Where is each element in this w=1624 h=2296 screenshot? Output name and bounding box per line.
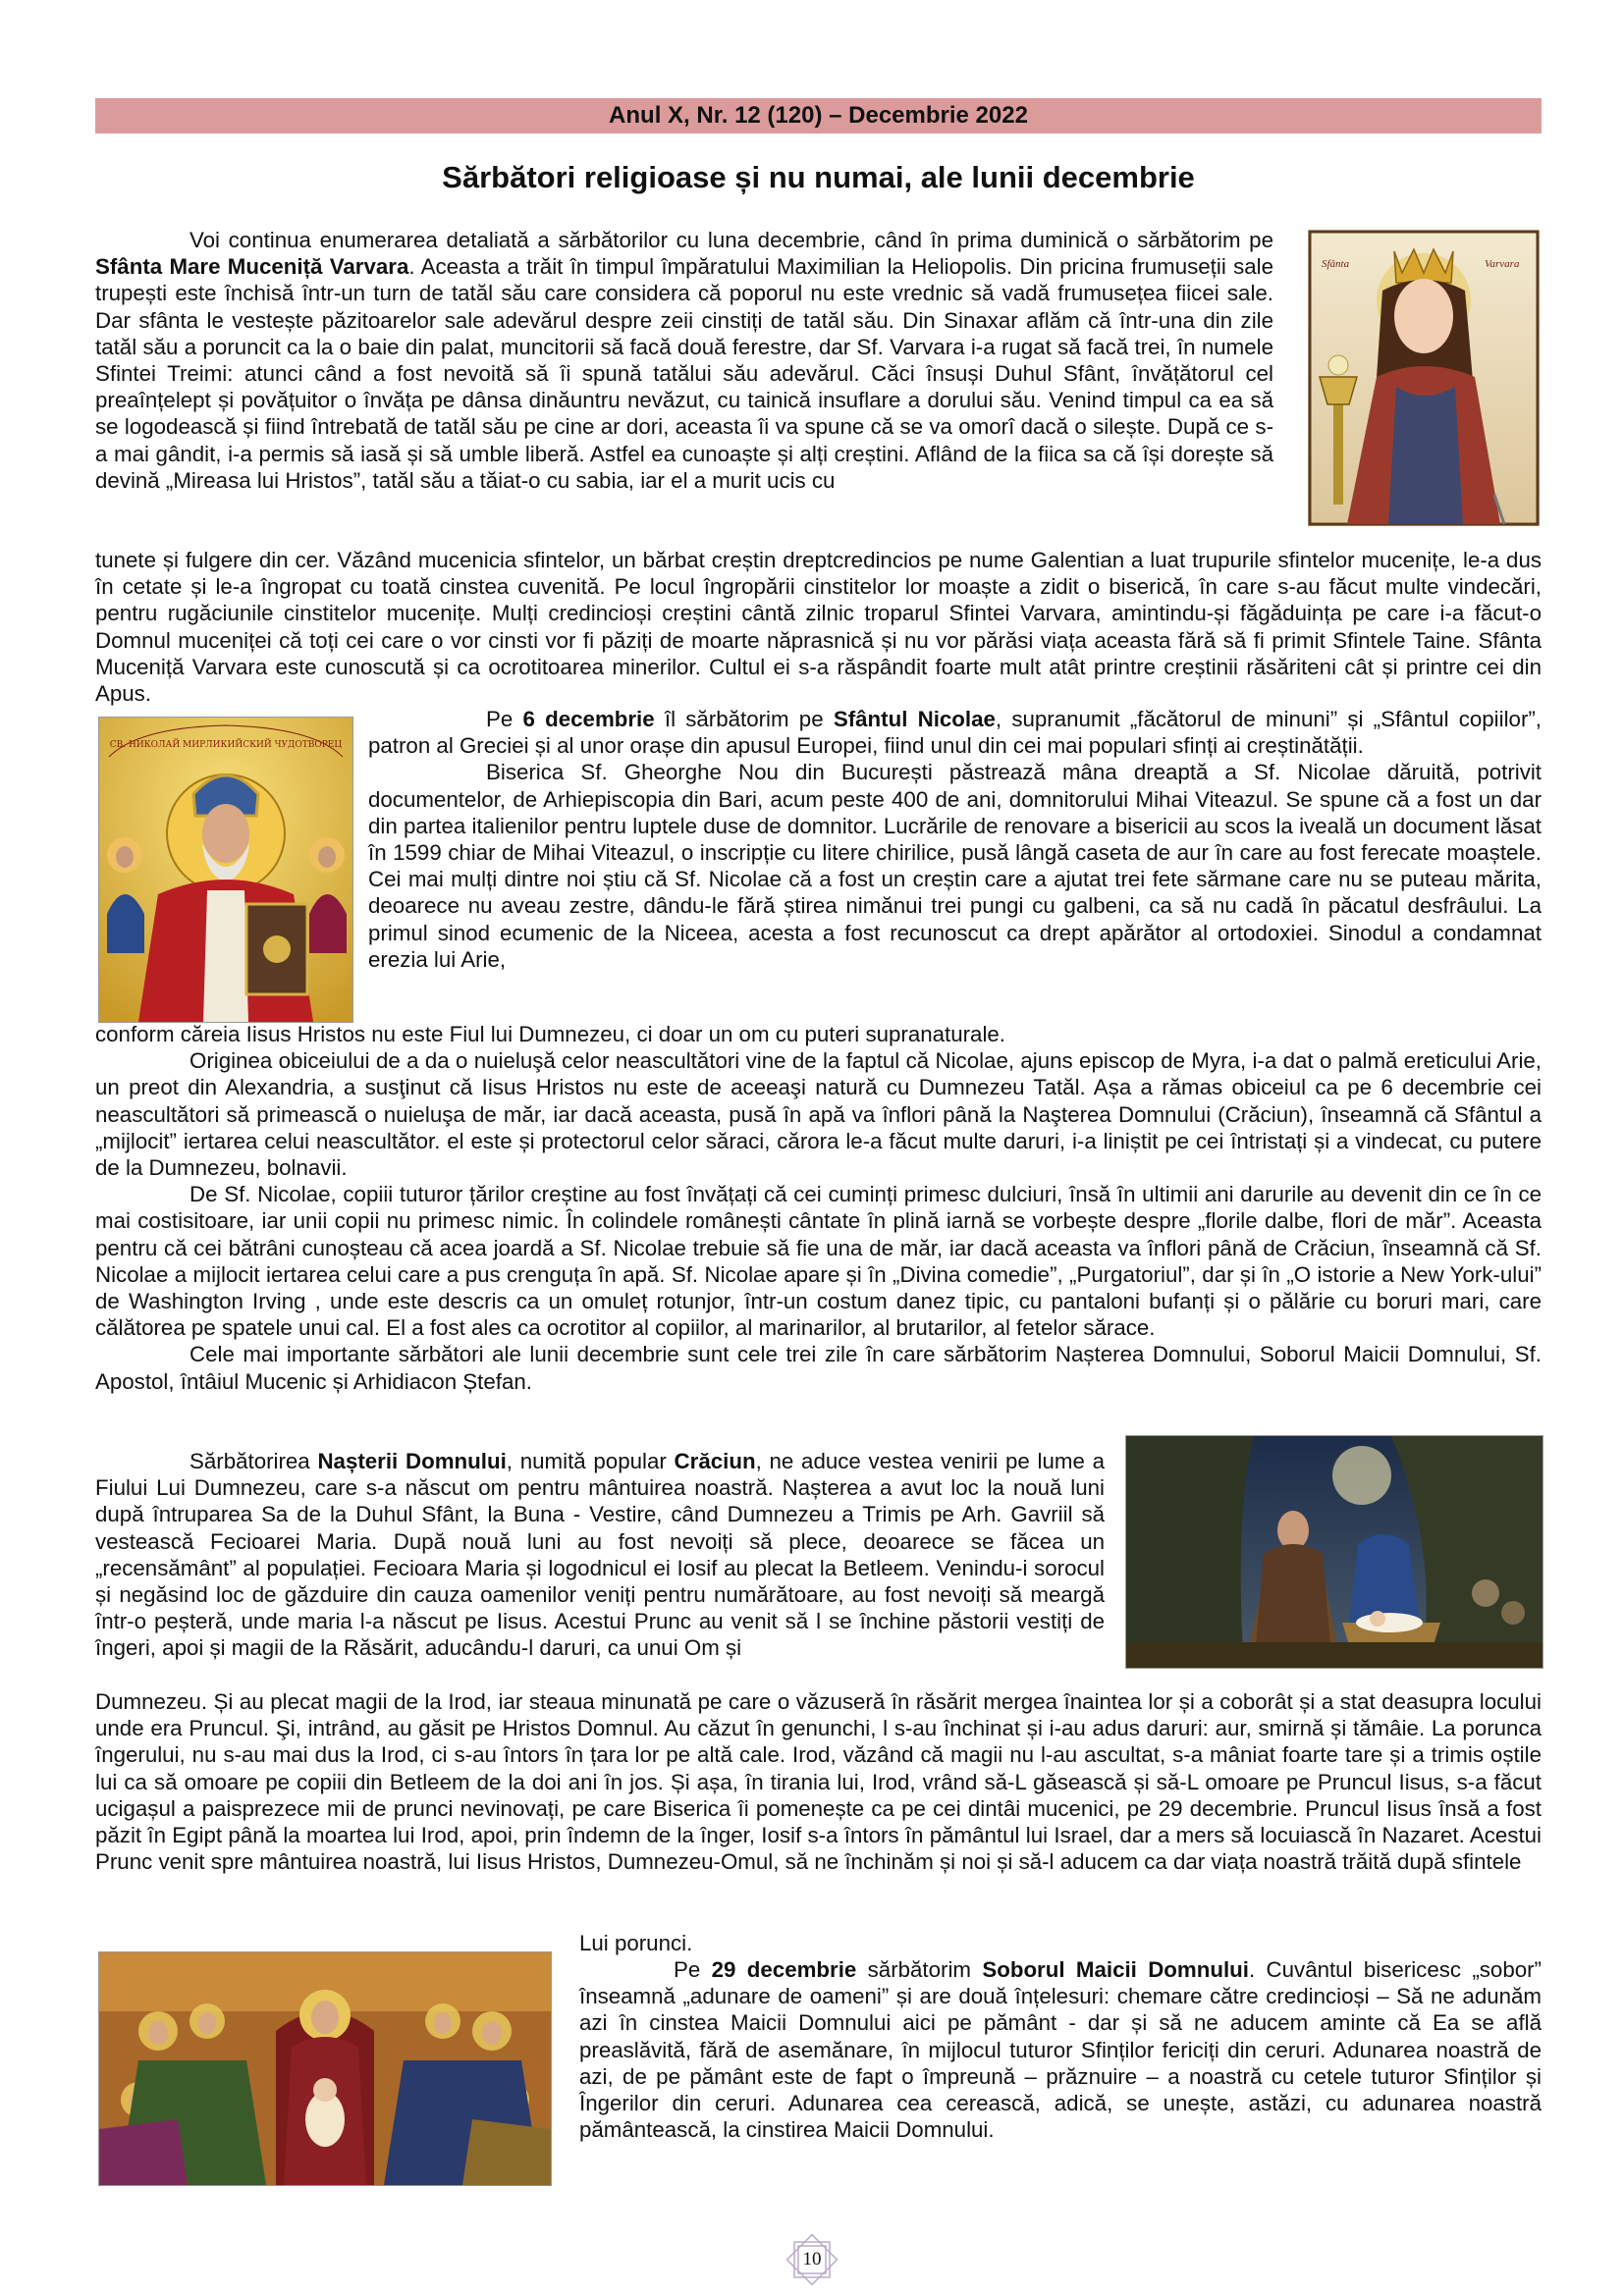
nativity-painting-image [1125, 1435, 1543, 1669]
saint-nicholas-icon-image [98, 717, 353, 1023]
page-number-badge [773, 2228, 851, 2291]
synaxis-date: 29 decembrie [711, 1957, 857, 1982]
varvara-caption-right: Varvara [1485, 258, 1520, 270]
nicholas-date: 6 decembrie [522, 707, 655, 731]
varvara-paragraph: Voi continua enumerarea detaliată a sărbătorilor cu luna decembrie, când în prima duminică o sărbătorim pe Sfânta Mare Muceniță Varvara. Aceasta a trăit în timpul împăratului Maximilian la Heliopolis. Din pricina frumuseții sale trupești este închisă într-un turn de tatăl său care considera că poporul nu este vrednic să vadă frumusețea fiicei sale. Dar sfânta le vestește păzitoarelor sale adevărul despre zeii cinstiți de tatăl său. Din Sinaxar aflăm că într-una din zile tatăl său a poruncit ca la o baie din palat, muncitorii să facă două ferestre, dar Sf. Varvara i-a rugat să facă trei, în numele Sfintei Treimi: atunci când a fost nevoită să îi spună tatălui său adevărul. Căci însuși Duhul Sfânt, învățătorul cel preaînțelept și povățuitor o învăța pe dânsa dinăuntru nevăzut, cu tainică insuflare a dorului său. Venind timpul ca ea să se logodească și fiind întrebată de tatăl său pe cine ar dori, aceasta îi va spune că se va omorî dacă o silește. După ce s-a mai gândit, i-a permis să iasă și să umble liberă. Astfel ea cunoaște și alți creștini. Aflând de la fiica sa că își dorește să devină „Mireasa lui Hristos”, tatăl său a tăiat-o cu sabia, iar el a murit ucis cu [95, 228, 1273, 493]
varvara-caption-left: Sfânta [1322, 258, 1350, 270]
varvara-paragraph-continued: tunete și fulgere din cer. Văzând mucenicia sfintelor, un bărbat creștin dreptcredincios pe nume Galentian a luat trupurile sfintelor mucenițe, le-a dus în cetate și le-a îngropat cu toată cinstea cuvenită. Pe locul îngropării cinstitelor lor moaște a zidit o biserică, în care s-au făcut multe vindecări, pentru rugăciunile cinstitelor mucenițe. Mulți credincioși creștini cântă zilnic troparul Sfintei Varvara, amintindu-și făgăduința pe care i-a făcut-o Domnul muceniței că toți cei care o vor cinsti vor fi păziți de moarte năprasnică și nu vor părăsi viața aceasta fără să fi primit Sfintele Taine. Sfânta Muceniță Varvara este cunoscută și ca ocrotitoarea minerilor. Cultul ei s-a răspândit foarte mult atât printre creștinii răsăriteni cât și printre cei din Apus. [95, 548, 1542, 707]
nicholas-name: Sfântul Nicolae [833, 707, 996, 731]
nativity-paragraph: Sărbătorirea Nașterii Domnului, numită popular Crăciun, ne aduce vestea venirii pe lume a Fiului Lui Dumnezeu, care s-a născut om pentru mântuirea noastră. Nașterea a avut loc la nouă luni după întruparea Sa de la Duhul Sfânt, la Buna - Vestire, când Dumnezeu a Trimis pe Arh. Gavriil să vestească Fecioarei Maria. După nouă luni au fost nevoiți să plece, deoarece se făcea un „recensământ” al populației. Fecioara Maria și logodnicul ei Iosif au plecat la Betleem. Venindu-i sorocul și negăsind loc de găzduire din cauza oamenilor veniți pentru numărătoare, au fost nevoiți să meargă într-o peșteră, unde maria l-a născut pe Iisus. Acestui Prunc au venit să l se închine păstorii vestiți de îngeri, apoi și magii de la Răsărit, aducându-l daruri, ca unui Om și [95, 1449, 1105, 1661]
nicholas-inscription: СВ. НИКОЛАЙ МИРЛИКИЙСКИЙ ЧУДОТВОРЕЦ [109, 740, 343, 750]
synaxis-paragraph: Pe 29 decembrie sărbătorim Soborul Maicii Domnului. Cuvântul bisericesc „sobor” înseamnă „adunare de oameni” și are două înțelesuri: chemare către credincioși – Să ne adunăm azi în cinstea Maicii Domnului aici pe pământ - dar și să ne aducem aminte că Ea se află preaslăvită, fără de asemănare, în mijlocul tuturor Sfinților fericiți din ceruri. Adunarea noastră de azi, de pe pământ este de fapt o împreună – prăznuire – a noastră cu cetele tuturor Sfinților și Îngerilor din ceruri. Adunarea cea cerească, adică, se unește, astăzi, cu adunarea noastră pământească, la cinstirea Maicii Domnului. [579, 1957, 1542, 2143]
issue-label: Anul X, Nr. 12 (120) – Decembrie 2022 [609, 102, 1028, 129]
page-number: 10 [802, 2249, 822, 2269]
christmas-name: Crăciun [674, 1449, 756, 1473]
issue-header [95, 98, 1542, 133]
synaxis-name: Soborul Maicii Domnului [982, 1957, 1249, 1982]
varvara-name: Sfânta Mare Muceniță Varvara [95, 254, 409, 280]
nicholas-paragraphs: Pe 6 decembrie îl sărbătorim pe Sfântul Nicolae, supranumit „făcătorul de minuni” și „Sfântul copiilor”, patron al Greciei și al unor orașe din apusul Europei, fiind unul din cei mai populari sfinți ai creștinătății. Biserica Sf. Gheorghe Nou din București păstrează mâna dreaptă a Sf. Nicolae dăruită, potrivit documentelor, de Arhiepiscopia din Bari, acum peste 400 de ani, domnitorului Mihai Viteazul. Se spune că a fost un dar din partea italienilor pentru luptele duse de domnitor. Lucrările de renovare a bisericii au scos la iveală un document lăsat în 1599 chiar de Mihai Viteazul, o inscripție cu litere chirilice, pusă lângă caseta de aur în care au fost ferecate moaștele. Cei mai mulți dintre noi știu că Sf. Nicolae că a fost un creștin care a ajutat trei fete sărmane care nu se puteau mărita, deoarece nu aveau zestre, dându-le fără știrea nimănui trei pungi cu galbeni, ca să nu cadă în păcatul desfrâului. La primul sinod ecumenic de la Niceea, acesta a fost recunoscut ca drept apărător al ortodoxiei. Sinodul a condamnat erezia lui Arie, [368, 707, 1542, 972]
nativity-paragraph-end: Lui porunci. [579, 1931, 693, 1955]
synaxis-theotokos-icon-image [98, 1951, 552, 2186]
nicholas-paragraphs-full: conform căreia Iisus Hristos nu este Fiul lui Dumnezeu, ci doar un om cu puteri supranaturale. Originea obiceiului de a da o nuieluşă celor neascultători vine de la faptul că Nicolae, ajuns episcop de Myra, i-a dat o palmă ereticului Arie, un preot din Alexandria, a susţinut că Iisus Hristos nu este de aceeaşi natură cu Dumnezeu Tatăl. Așa a rămas obiceiul ca pe 6 decembrie cei neascultători să primească o nuieluşa de măr, iar dacă aceasta, pusă în apă va înflori până la Naşterea Domnului (Crăciun), înseamnă că Sfântul a „mijlocit” iertarea celui neascultător. el este și protectorul celor săraci, cărora le-a făcut multe daruri, i-a liniștit pe cei întristați și a vindecat, cu putere de la Dumnezeu, bolnavii. De Sf. Nicolae, copiii tuturor țărilor creștine au fost învățați că cei cuminți primesc dulciuri, însă în ultimii ani darurile au devenit din ce în ce mai costisitoare, iar unii copii nu primesc nimic. În colindele românești cântate în plină iarnă se vorbește despre „florile dalbe, flori de măr”. Aceasta pentru că cei bătrâni cunoșteau că acea joardă a Sf. Nicolae trebuie să fie una de măr, iar dacă aceasta va înflori până de Crăciun, înseamnă că Sf. Nicolae a mijlocit iertarea celui care a pus crenguța în apă. Sf. Nicolae apare și în „Divina comedie”, „Purgatoriul”, dar și în „O istorie a New York-ului” de Washington Irving , unde este descris ca un omuleț rotunjor, într-un costum danez tipic, cu pantaloni bufanți și o pălărie cu boruri mari, care călătorea pe spatele unui cal. El a fost ales ca ocrotitor al copiilor, al marinarilor, al brutarilor, al fetelor sărace. Cele mai importante sărbători ale lunii decembrie sunt cele trei zile în care sărbătorim Nașterea Domnului, Soborul Maicii Domnului, Sf. Apostol, întâiul Mucenic și Arhidiacon Ștefan. [95, 1022, 1542, 1394]
nativity-name: Nașterii Domnului [317, 1449, 507, 1473]
article-title: Sărbători religioase și nu numai, ale lunii decembrie [442, 160, 1195, 194]
saint-varvara-icon-image [1308, 230, 1540, 526]
nativity-paragraph-continued: Dumnezeu. Și au plecat magii de la Irod, iar steaua minunată pe care o văzuseră în răsărit mergea înaintea lor și a coborât și a stat deasupra locului unde era Pruncul. Şi, intrând, au găsit pe Hristos Domnul. Au căzut în genunchi, l s-au închinat și i-au adus daruri: aur, smirnă și tămâie. La porunca îngerului, nu s-au mai dus la Irod, ci s-au întors în țara lor pe altă cale. Irod, văzând că magii nu l-au ascultat, s-a mâniat foarte tare și a trimis oștile lui ca să omoare pe copiii din Betleem de la doi ani în jos. Și așa, în tirania lui, Irod, vrând să-L găsească și să-L omoare pe Pruncul Iisus, s-a făcut ucigașul a paisprezece mii de prunci nevinovați, pe care Biserica îi pomenește ca pe cei dintâi mucenici, pe 29 decembrie. Pruncul Iisus însă a fost păzit în Egipt până la moartea lui Irod, apoi, prin îndemn de la înger, Iosif s-a întors în pământul lui Israel, dar a mers să locuiască în Nazaret. Acestui Prunc venit spre mântuirea noastră, lui Iisus Hristos, Dumnezeu-Omul, să ne închinăm și noi și să-l aducem ca dar viața noastră trăită după sfintele [95, 1689, 1542, 1875]
